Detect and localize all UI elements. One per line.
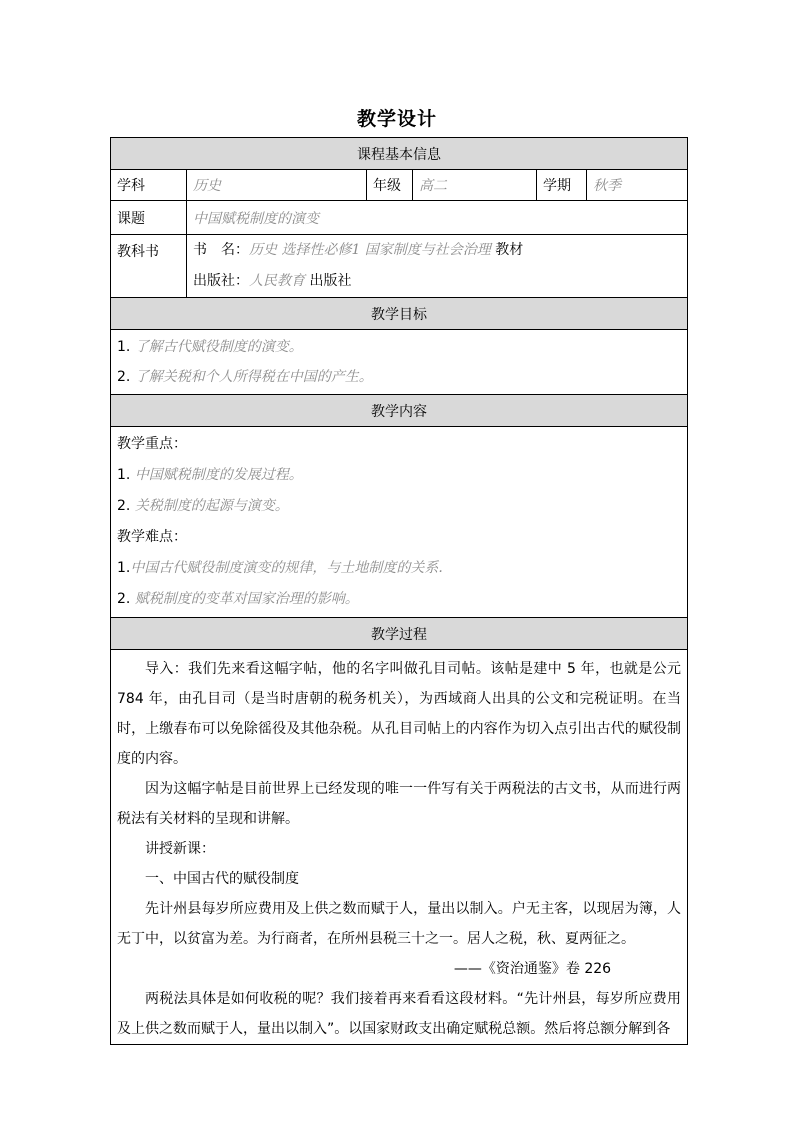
- key-point-number: 1.: [117, 467, 131, 483]
- objective-item: [117, 362, 681, 392]
- section-header-process: [111, 618, 688, 650]
- section-header-basic-info: [111, 138, 688, 170]
- objective-text: 了解古代赋役制度的演变。: [134, 339, 303, 355]
- publisher-line: [193, 266, 681, 297]
- lesson-plan-table: [110, 137, 688, 1045]
- key-point-text: 中国赋税制度的发展过程。: [134, 467, 303, 483]
- objective-number: 1.: [117, 339, 131, 355]
- grade-value: 高二: [413, 170, 537, 201]
- section-header-objectives: [111, 298, 688, 330]
- process-paragraph-intro: 导入：我们先来看这幅字帖，他的名字叫做孔目司帖。该帖是建中 5 年，也就是公元 784 年，由孔目司（是当时唐朝的税务机关），为西域商人出具的公文和完税证明。在当时，上缴春布可以免除徭役及其他杂税。从孔目司帖上的内容作为切入点引出古代的赋役制度的内容。: [117, 661, 682, 767]
- key-point-text: 关税制度的起源与演变。: [134, 498, 289, 514]
- publisher-suffix: 出版社: [309, 273, 352, 289]
- key-point-number: 2.: [117, 498, 131, 514]
- process-section-heading: 一、中国古代的赋役制度: [145, 871, 299, 887]
- section-title: 教学过程: [111, 618, 688, 650]
- difficult-point-text: 赋税制度的变革对国家治理的影响。: [134, 591, 359, 607]
- topic-row: [111, 201, 688, 235]
- book-name-suffix: 教材: [495, 242, 524, 258]
- content-cell: [111, 427, 688, 618]
- term-value: 秋季: [587, 170, 688, 201]
- objectives-cell: [111, 330, 688, 395]
- difficult-point-item: [117, 553, 681, 584]
- textbook-label: 教科书: [111, 235, 187, 298]
- textbook-row: [111, 235, 688, 298]
- objective-item: [117, 332, 681, 362]
- publisher-label: 出版社：: [193, 273, 249, 289]
- section-title: 课程基本信息: [111, 138, 688, 170]
- process-quote: 先计州县每岁所应费用及上供之数而赋于人，量出以制入。户无主客，以现居为簿，人无丁中，以贫富为差。为行商者，在所州县税三十之一。居人之税，秋、夏两征之。: [117, 901, 682, 947]
- process-paragraph-reason: 因为这幅字帖是目前世界上已经发现的唯一一件写有关于两税法的古文书，从而进行两税法有关材料的呈现和讲解。: [117, 781, 682, 827]
- publisher-value: 人民教育: [249, 273, 305, 289]
- textbook-details: [187, 235, 688, 298]
- key-points-label: 教学重点：: [117, 436, 187, 452]
- difficult-point-text: 中国古代赋役制度演变的规律，与土地制度的关系.: [130, 560, 443, 576]
- section-title: 教学内容: [111, 395, 688, 427]
- topic-value: 中国赋税制度的演变: [187, 201, 688, 235]
- subject-grade-term-row: [111, 170, 688, 201]
- process-quote-source: ——《资治通鉴》卷 226: [453, 961, 612, 977]
- subject-label: 学科: [111, 170, 187, 201]
- book-name-value: 历史 选择性必修1 国家制度与社会治理: [249, 242, 491, 258]
- objective-number: 2.: [117, 369, 131, 385]
- subject-value: 历史: [187, 170, 367, 201]
- term-label: 学期: [537, 170, 587, 201]
- process-row: [111, 650, 688, 1045]
- document-title: 教学设计: [356, 108, 437, 130]
- book-name-line: [193, 235, 681, 266]
- grade-label: 年级: [367, 170, 413, 201]
- content-row: [111, 427, 688, 618]
- difficult-point-number: 2.: [117, 591, 131, 607]
- section-header-content: [111, 395, 688, 427]
- key-point-item: [117, 491, 681, 522]
- objectives-row: [111, 330, 688, 395]
- topic-label: 课题: [111, 201, 187, 235]
- key-point-item: [117, 460, 681, 491]
- process-paragraph-explain: 两税法具体是如何收税的呢？我们接着再来看看这段材料。“先计州县，每岁所应费用及上供之数而赋于人，量出以制入”。以国家财政支出确定赋税总额。然后将总额分解到各: [117, 991, 682, 1037]
- objective-text: 了解关税和个人所得税在中国的产生。: [134, 369, 373, 385]
- difficult-point-item: [117, 584, 681, 615]
- difficult-points-label: 教学难点：: [117, 529, 187, 545]
- section-title: 教学目标: [111, 298, 688, 330]
- difficult-point-number: 1.: [117, 560, 131, 576]
- process-cell: [111, 650, 688, 1045]
- process-paragraph-new-lesson: 讲授新课：: [145, 841, 215, 857]
- book-name-label: 书 名：: [193, 242, 249, 258]
